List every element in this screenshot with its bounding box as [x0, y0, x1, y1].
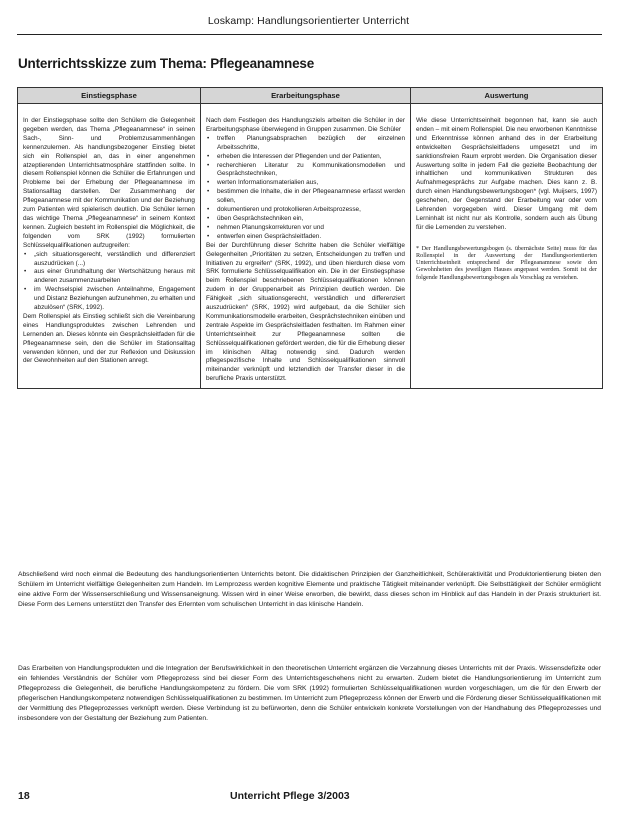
list-item: • entwerfen einen Gesprächsleitfaden.: [217, 233, 405, 242]
einstieg-outro-text: Dem Rollenspiel als Einstieg schließt sich die Vereinbarung eines Handlungsproduktes zwischen Lehrenden und Lernenden an. Dieses könnte ein Gesprächsleitfaden für die Pflegeanamnese sein, den die Schüler im Stationsalltag verwenden können, und der zur Reflexion und Diskussion der Gewohnheiten auf den Stationen anregt.: [23, 312, 195, 365]
erarbeitung-bullet-list: [206, 135, 405, 242]
lesson-plan-table: [17, 87, 603, 389]
table-row: [18, 104, 603, 389]
erarbeitung-outro-text: Bei der Durchführung dieser Schritte haben die Schüler vielfältige Gelegenheiten „Prioritäten zu setzen, Entscheidungen zu treffen und Initiativen zu ergreifen“ (SRK, 1992), und üben hierdurch diese vom SRK formulierte Schlüsselqualifikation ein. Die in der Einstiegsphase beim Rollenspiel beschriebenen Schlüsselqualifikationen können zudem in der Gruppenarbeit als Prinzipien deutlich werden. Die Fähigkeit „sich situationsgerecht, verständlich und differenziert auszudrücken“ (SRK, 1992) wird aufgebaut, da die Schüler sich Kommunikationsmodelle erarbeiten, Gesprächstechniken einüben und zentrale Aspekte im Gesprächsleitfaden festhalten. Im Rahmen einer Unterrichtseinheit zur Pflegeanamnese sollten die Schlüsselqualifikationen gefördert werden, die für die Erhebung dieser im klinischen Alltag notwendig sind. Dadurch werden pflegespezifische Inhalte und Schlüsselqualifikationen sinnvoll miteinander verknüpft und letztendlich der Transfer dieser in die berufliche Praxis unterstützt.: [206, 241, 405, 383]
list-item: • bestimmen die Inhalte, die in der Pflegeanamnese erfasst werden sollen,: [217, 188, 405, 206]
list-item: • „sich situationsgerecht, verständlich und differenziert auszudrücken (...): [34, 251, 195, 269]
running-head: Loskamp: Handlungsorientierter Unterricht: [207, 15, 410, 27]
list-item: • nehmen Planungskorrekturen vor und: [217, 224, 405, 233]
einstieg-bullet-list: [23, 251, 195, 313]
page-number: 18: [18, 790, 30, 802]
cell-auswertung: [411, 104, 603, 389]
list-item: • treffen Planungsabsprachen bezüglich der einzelnen Arbeitsschritte,: [217, 135, 405, 153]
cell-erarbeitungsphase: [201, 104, 411, 389]
auswertung-footnote: * Der Handlungsbewertungsbogen (s. übernächste Seite) muss für das Rollenspiel in der Auswertung der Handlungsorientierten Unterrichtseinheit entsprechend der Pflegeanamnese sowie den Gewohnheiten des jeweiligen Hauses angepasst werden. Somit ist der folgende Handlungsbewertungsbogen als Vorschlag zu verstehen.: [416, 244, 597, 281]
body-paragraph-1: Abschließend wird noch einmal die Bedeutung des handlungsorientierten Unterrichts betont. Die didaktischen Prinzipien der Ganzheitlichkeit, Schüleraktivität und Produktorientierung bieten den Schülern im Unterricht vielfältige Gelegenheiten zum Handeln. Im Lernprozess werden kognitive Elemente und praktische Tätigkeit miteinander verknüpft. Die Selbsttätigkeit der Schüler ermöglicht eine aktive Form der Wissenserschließung und Wissensaneignung. Wissen wird in einer Weise erworben, die bewirkt, dass dieses schon im Hinblick auf das Handeln in der Praxis strukturiert ist. Diese Form des Lernens unterstützt den Transfer des Erlernten vom schulischen Unterricht in das klinische Handeln.: [18, 571, 601, 609]
body-paragraph-2: Das Erarbeiten von Handlungsprodukten und die Integration der Berufswirklichkeit in den theoretischen Unterricht ergänzen die Verzahnung dieses Unterrichts mit der Praxis. Wissensdefizite oder ein fehlendes Verständnis der Schüler vom Pflegeprozess sind bei dieser Form des Unterrichtsgeschehens nicht zu erwarten. Zudem bietet die Handlungsorientierung im Unterricht zum Pflegeprozess die Gelegenheit, die berufliche Handlungskompetenz zu fördern. Die vom SRK (1992) formulierten Schlüsselqualifikationen wurden vorgeschlagen, um die für den Erwerb der pflegerischen Handlungskompetenz notwendigen Schlüsselqualifikationen zu bestimmen. Im Unterricht zum Pflegeprozess können der Erwerb und die Förderung dieser Schlüsselqualifikationen mit der Vermittlung des Pflegeprozesses verknüpft werden. Diese Verbindung ist zu befürworten, denn die Schüler entwickeln konkrete Vorstellungen von der Handhabung des Pflegeprozesses und insbesondere von der Gestaltung der Beziehung zum Patienten.: [18, 665, 601, 723]
section-title: Unterrichtsskizze zum Thema: Pflegeanamnese: [18, 56, 315, 71]
table-header-row: [18, 88, 603, 104]
erarbeitung-intro-text: Nach dem Festlegen des Handlungsziels arbeiten die Schüler in der Erarbeitungsphase überwiegend in Gruppen zusammen. Die Schüler: [206, 117, 405, 133]
list-item: • erheben die Interessen der Pflegenden und der Patienten,: [217, 153, 405, 162]
auswertung-text: Wie diese Unterrichtseinheit begonnen hat, kann sie auch enden – mit einem Rollenspiel. Die neu erworbenen Kenntnisse und Erkenntnisse können anhand des in der Erarbeitung entwickelten Gesprächsleitfadens umgesetzt und im sanktionsfreien Raum erprobt werden. Die Organisation dieser Auswertung sollte in jedem Fall die gezielte Beobachtung der inhaltlichen und kommunikativen Strukturen des Aufnahmegesprächs zur Aufgabe machen. Dies kann z. B. durch einen Handlungsbewertungsbogen* (vgl. Muijsers, 1997) geschehen, der Gegenstand der Erarbeitung war oder vom Lehrenden vorgegeben wird. Dieser Umgang mit dem Lerninhalt ist nicht nur als Kontrolle, sondern auch als Übung für die Lernenden zu verstehen.: [416, 117, 597, 231]
list-item: • werten Informationsmaterialien aus,: [217, 179, 405, 188]
journal-title: Unterricht Pflege 3/2003: [230, 790, 350, 802]
header-erarbeitungsphase: Erarbeitungsphase: [201, 88, 411, 104]
list-item: • recherchieren Literatur zu Kommunikationsmodellen und Gesprächstechniken,: [217, 162, 405, 180]
list-item: • dokumentieren und protokollieren Arbeitsprozesse,: [217, 206, 405, 215]
header-auswertung: Auswertung: [411, 88, 603, 104]
list-item: • üben Gesprächstechniken ein,: [217, 215, 405, 224]
einstieg-intro-text: In der Einstiegsphase sollte den Schülern die Gelegenheit gegeben werden, das Thema „Pflegeanamnese“ in seinen Sach-, Sinn- und Problemzusammenhängen kennenzulernen. Als handlungsbezogener Einstieg bietet sich ein Rollenspiel an, das in einer angenehmen atzeptierenden Unterrichtsatmosphäre stattfinden sollte. In diesem Rollenspiel können die Schüler die Erfahrungen und Probleme bei der Erhebung der Pflegeanamnese im Stationsalltag darstellen. Der Zusammenhang der Pflegeanamnese mit der Kommunikation und der Beziehung zum Patienten wird spielerisch deutlich. Die Schüler lernen das wichtige Thema „Pflegeanamnese“ in seinem Kontext kennen. Zugleich besteht im Rollenspiel die Möglichkeit, die folgenden vom SRK (1992) formulierten Schlüsselqualifikationen aufzugreifen:: [23, 117, 195, 249]
list-item: • aus einer Grundhaltung der Wertschätzung heraus mit anderen zusammenzuarbeiten: [34, 268, 195, 286]
header-divider: [17, 34, 602, 35]
header-einstiegsphase: Einstiegsphase: [18, 88, 201, 104]
cell-einstiegsphase: [18, 104, 201, 389]
list-item: • im Wechselspiel zwischen Anteilnahme, Engagement und Distanz Beziehungen aufzunehmen, zu erhalten und abzulösen“ (SRK, 1992).: [34, 286, 195, 313]
